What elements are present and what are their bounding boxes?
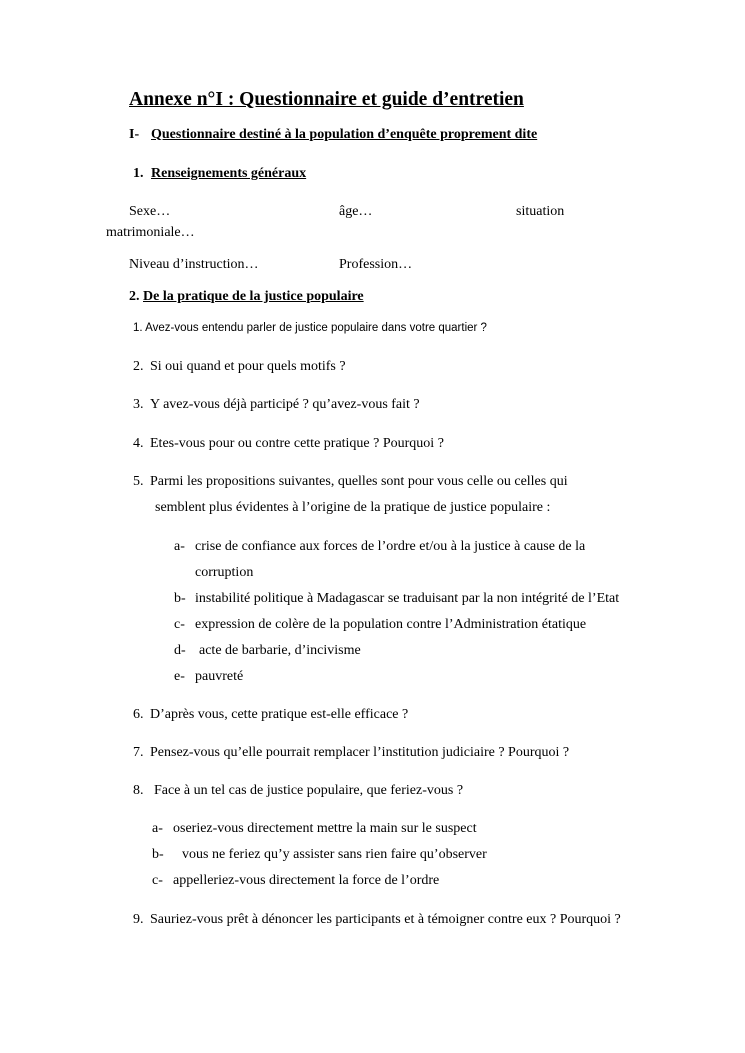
question-9 <box>133 912 621 928</box>
subsection-1-heading: Renseignements généraux <box>151 166 307 181</box>
question-1-number: 1. <box>133 322 143 334</box>
q5-option-a-text: crise de confiance aux forces de l’ordre et/ou à la justice à cause de la <box>195 539 586 554</box>
field-sexe: Sexe… <box>129 204 171 219</box>
q5-option-a-text-cont: corruption <box>195 565 254 580</box>
section-heading: Questionnaire destiné à la population d’enquête proprement dite <box>151 127 538 142</box>
question-2-text: Si oui quand et pour quels motifs ? <box>150 359 346 374</box>
q5-option-e-label: e- <box>174 669 185 684</box>
question-6-number: 6. <box>133 707 144 722</box>
question-4 <box>133 436 444 452</box>
q5-option-d-label: d- <box>174 643 186 658</box>
question-5-text-cont: semblent plus évidentes à l’origine de la pratique de justice populaire : <box>155 500 551 515</box>
question-1 <box>133 322 487 334</box>
q8-option-c-label: c- <box>152 873 163 888</box>
q5-option-c-label: c- <box>174 617 185 632</box>
question-7-number: 7. <box>133 745 144 760</box>
question-4-number: 4. <box>133 436 144 451</box>
q5-option-a-label: a- <box>174 539 185 554</box>
q5-option-d-text: acte de barbarie, d’incivisme <box>199 643 361 658</box>
page-title: Annexe n°I : Questionnaire et guide d’entretien <box>129 89 524 110</box>
section-number: I- <box>129 127 140 142</box>
question-1-text: Avez-vous entendu parler de justice populaire dans votre quartier ? <box>145 322 487 334</box>
subsection-2-number: 2. <box>129 289 140 304</box>
q8-option-a-text: oseriez-vous directement mettre la main sur le suspect <box>173 821 477 836</box>
q5-option-b-text: instabilité politique à Madagascar se traduisant par la non intégrité de l’Etat <box>195 591 620 606</box>
q8-option-b-label: b- <box>152 847 164 862</box>
field-niveau: Niveau d’instruction… <box>129 257 259 272</box>
q5-option-b-label: b- <box>174 591 186 606</box>
field-age: âge… <box>339 204 373 219</box>
question-5 <box>133 474 568 490</box>
field-profession: Profession… <box>339 257 413 272</box>
question-5-number: 5. <box>133 474 144 489</box>
subsection-2-heading <box>129 289 364 305</box>
question-8-number: 8. <box>133 783 144 798</box>
question-5-text: Parmi les propositions suivantes, quelles sont pour vous celle ou celles qui <box>150 474 568 489</box>
question-6-text: D’après vous, cette pratique est-elle efficace ? <box>150 707 409 722</box>
question-9-number: 9. <box>133 912 144 927</box>
q8-option-a-label: a- <box>152 821 163 836</box>
q8-option-c-text: appelleriez-vous directement la force de l’ordre <box>173 873 440 888</box>
subsection-2-title: De la pratique de la justice populaire <box>143 289 364 304</box>
question-9-text: Sauriez-vous prêt à dénoncer les participants et à témoigner contre eux ? Pourquoi ? <box>150 912 621 927</box>
question-3-number: 3. <box>133 397 144 412</box>
question-4-text: Etes-vous pour ou contre cette pratique ? Pourquoi ? <box>150 436 444 451</box>
question-8 <box>133 783 463 799</box>
question-3-text: Y avez-vous déjà participé ? qu’avez-vous fait ? <box>150 397 420 412</box>
question-6 <box>133 707 408 723</box>
question-7-text: Pensez-vous qu’elle pourrait remplacer l’institution judiciaire ? Pourquoi ? <box>150 745 570 760</box>
question-2 <box>133 359 346 375</box>
field-situation: situation <box>516 204 565 219</box>
question-8-text: Face à un tel cas de justice populaire, que feriez-vous ? <box>154 783 464 798</box>
q5-option-e-text: pauvreté <box>195 669 244 684</box>
subsection-1-number: 1. <box>133 166 144 181</box>
question-3 <box>133 397 420 413</box>
field-situation-cont: matrimoniale… <box>106 225 195 240</box>
question-7 <box>133 745 569 761</box>
question-2-number: 2. <box>133 359 144 374</box>
q5-option-c-text: expression de colère de la population contre l’Administration étatique <box>195 617 587 632</box>
q8-option-b-text: vous ne feriez qu’y assister sans rien faire qu’observer <box>182 847 487 862</box>
